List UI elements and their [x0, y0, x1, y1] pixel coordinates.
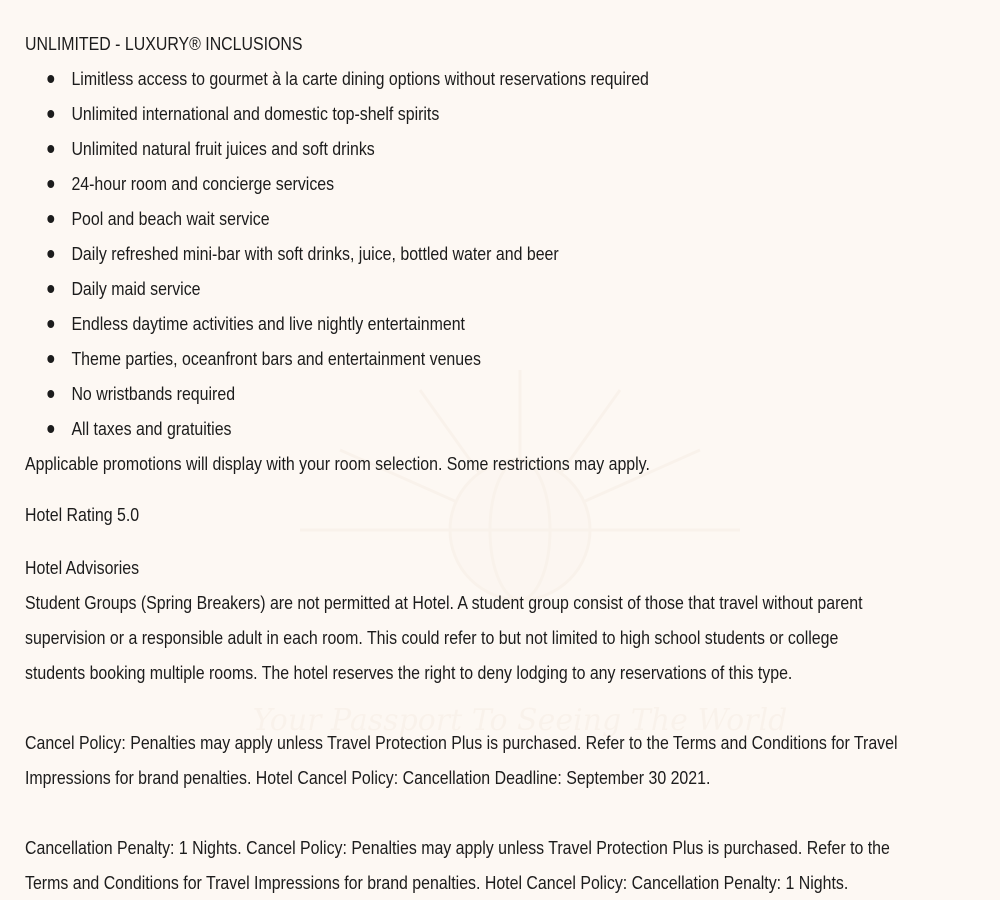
bullet-icon	[47, 285, 54, 293]
list-item: Endless daytime activities and live nightly entertainment	[25, 306, 988, 341]
advisories-heading: Hotel Advisories	[25, 557, 140, 578]
cancel-policy-paragraph	[25, 725, 988, 795]
list-item: Unlimited natural fruit juices and soft drinks	[25, 131, 988, 166]
cancellation-penalty-paragraph	[25, 830, 988, 900]
document-content	[25, 26, 988, 900]
list-item: Pool and beach wait service	[25, 201, 988, 236]
cancellation-penalty-line: Terms and Conditions for Travel Impressions for brand penalties. Hotel Cancel Policy: Cancellation Penalty: 1 Nights.	[25, 872, 849, 893]
advisories-line: supervision or a responsible adult in each room. This could refer to but not limited to high school students or college	[25, 627, 839, 648]
advisories-line: Student Groups (Spring Breakers) are not permitted at Hotel. A student group consist of those that travel without parent	[25, 592, 863, 613]
bullet-icon	[47, 355, 54, 363]
inclusions-list	[25, 61, 988, 446]
cancellation-penalty-line: Cancellation Penalty: 1 Nights. Cancel Policy: Penalties may apply unless Travel Protection Plus is purchased. Refer to the	[25, 837, 890, 858]
bullet-icon	[47, 390, 54, 398]
bullet-icon	[47, 250, 54, 258]
list-item: Theme parties, oceanfront bars and entertainment venues	[25, 341, 988, 376]
bullet-icon	[47, 180, 54, 188]
hotel-rating: Hotel Rating 5.0	[25, 504, 140, 525]
bullet-icon	[47, 425, 54, 433]
list-item: Unlimited international and domestic top-shelf spirits	[25, 96, 988, 131]
list-item: Daily maid service	[25, 271, 988, 306]
list-item: No wristbands required	[25, 376, 988, 411]
advisories-line: students booking multiple rooms. The hotel reserves the right to deny lodging to any reservations of this type.	[25, 662, 793, 683]
watermark-tagline: Your Passport To Seeing The World	[252, 703, 788, 738]
inclusions-heading: UNLIMITED - LUXURY® INCLUSIONS	[25, 33, 303, 54]
bullet-icon	[47, 320, 54, 328]
cancel-policy-line: Cancel Policy: Penalties may apply unless Travel Protection Plus is purchased. Refer to the Terms and Conditions for Travel	[25, 732, 898, 753]
bullet-icon	[47, 110, 54, 118]
list-item: 24-hour room and concierge services	[25, 166, 988, 201]
bullet-icon	[47, 215, 54, 223]
list-item: Daily refreshed mini-bar with soft drinks, juice, bottled water and beer	[25, 236, 988, 271]
advisories-paragraph	[25, 585, 988, 690]
list-item: All taxes and gratuities	[25, 411, 988, 446]
bullet-icon	[47, 75, 54, 83]
cancel-policy-line: Impressions for brand penalties. Hotel Cancel Policy: Cancellation Deadline: September 30 2021.	[25, 767, 711, 788]
bullet-icon	[47, 145, 54, 153]
promotions-note: Applicable promotions will display with your room selection. Some restrictions may apply.	[25, 453, 650, 474]
list-item: Limitless access to gourmet à la carte dining options without reservations required	[25, 61, 988, 96]
